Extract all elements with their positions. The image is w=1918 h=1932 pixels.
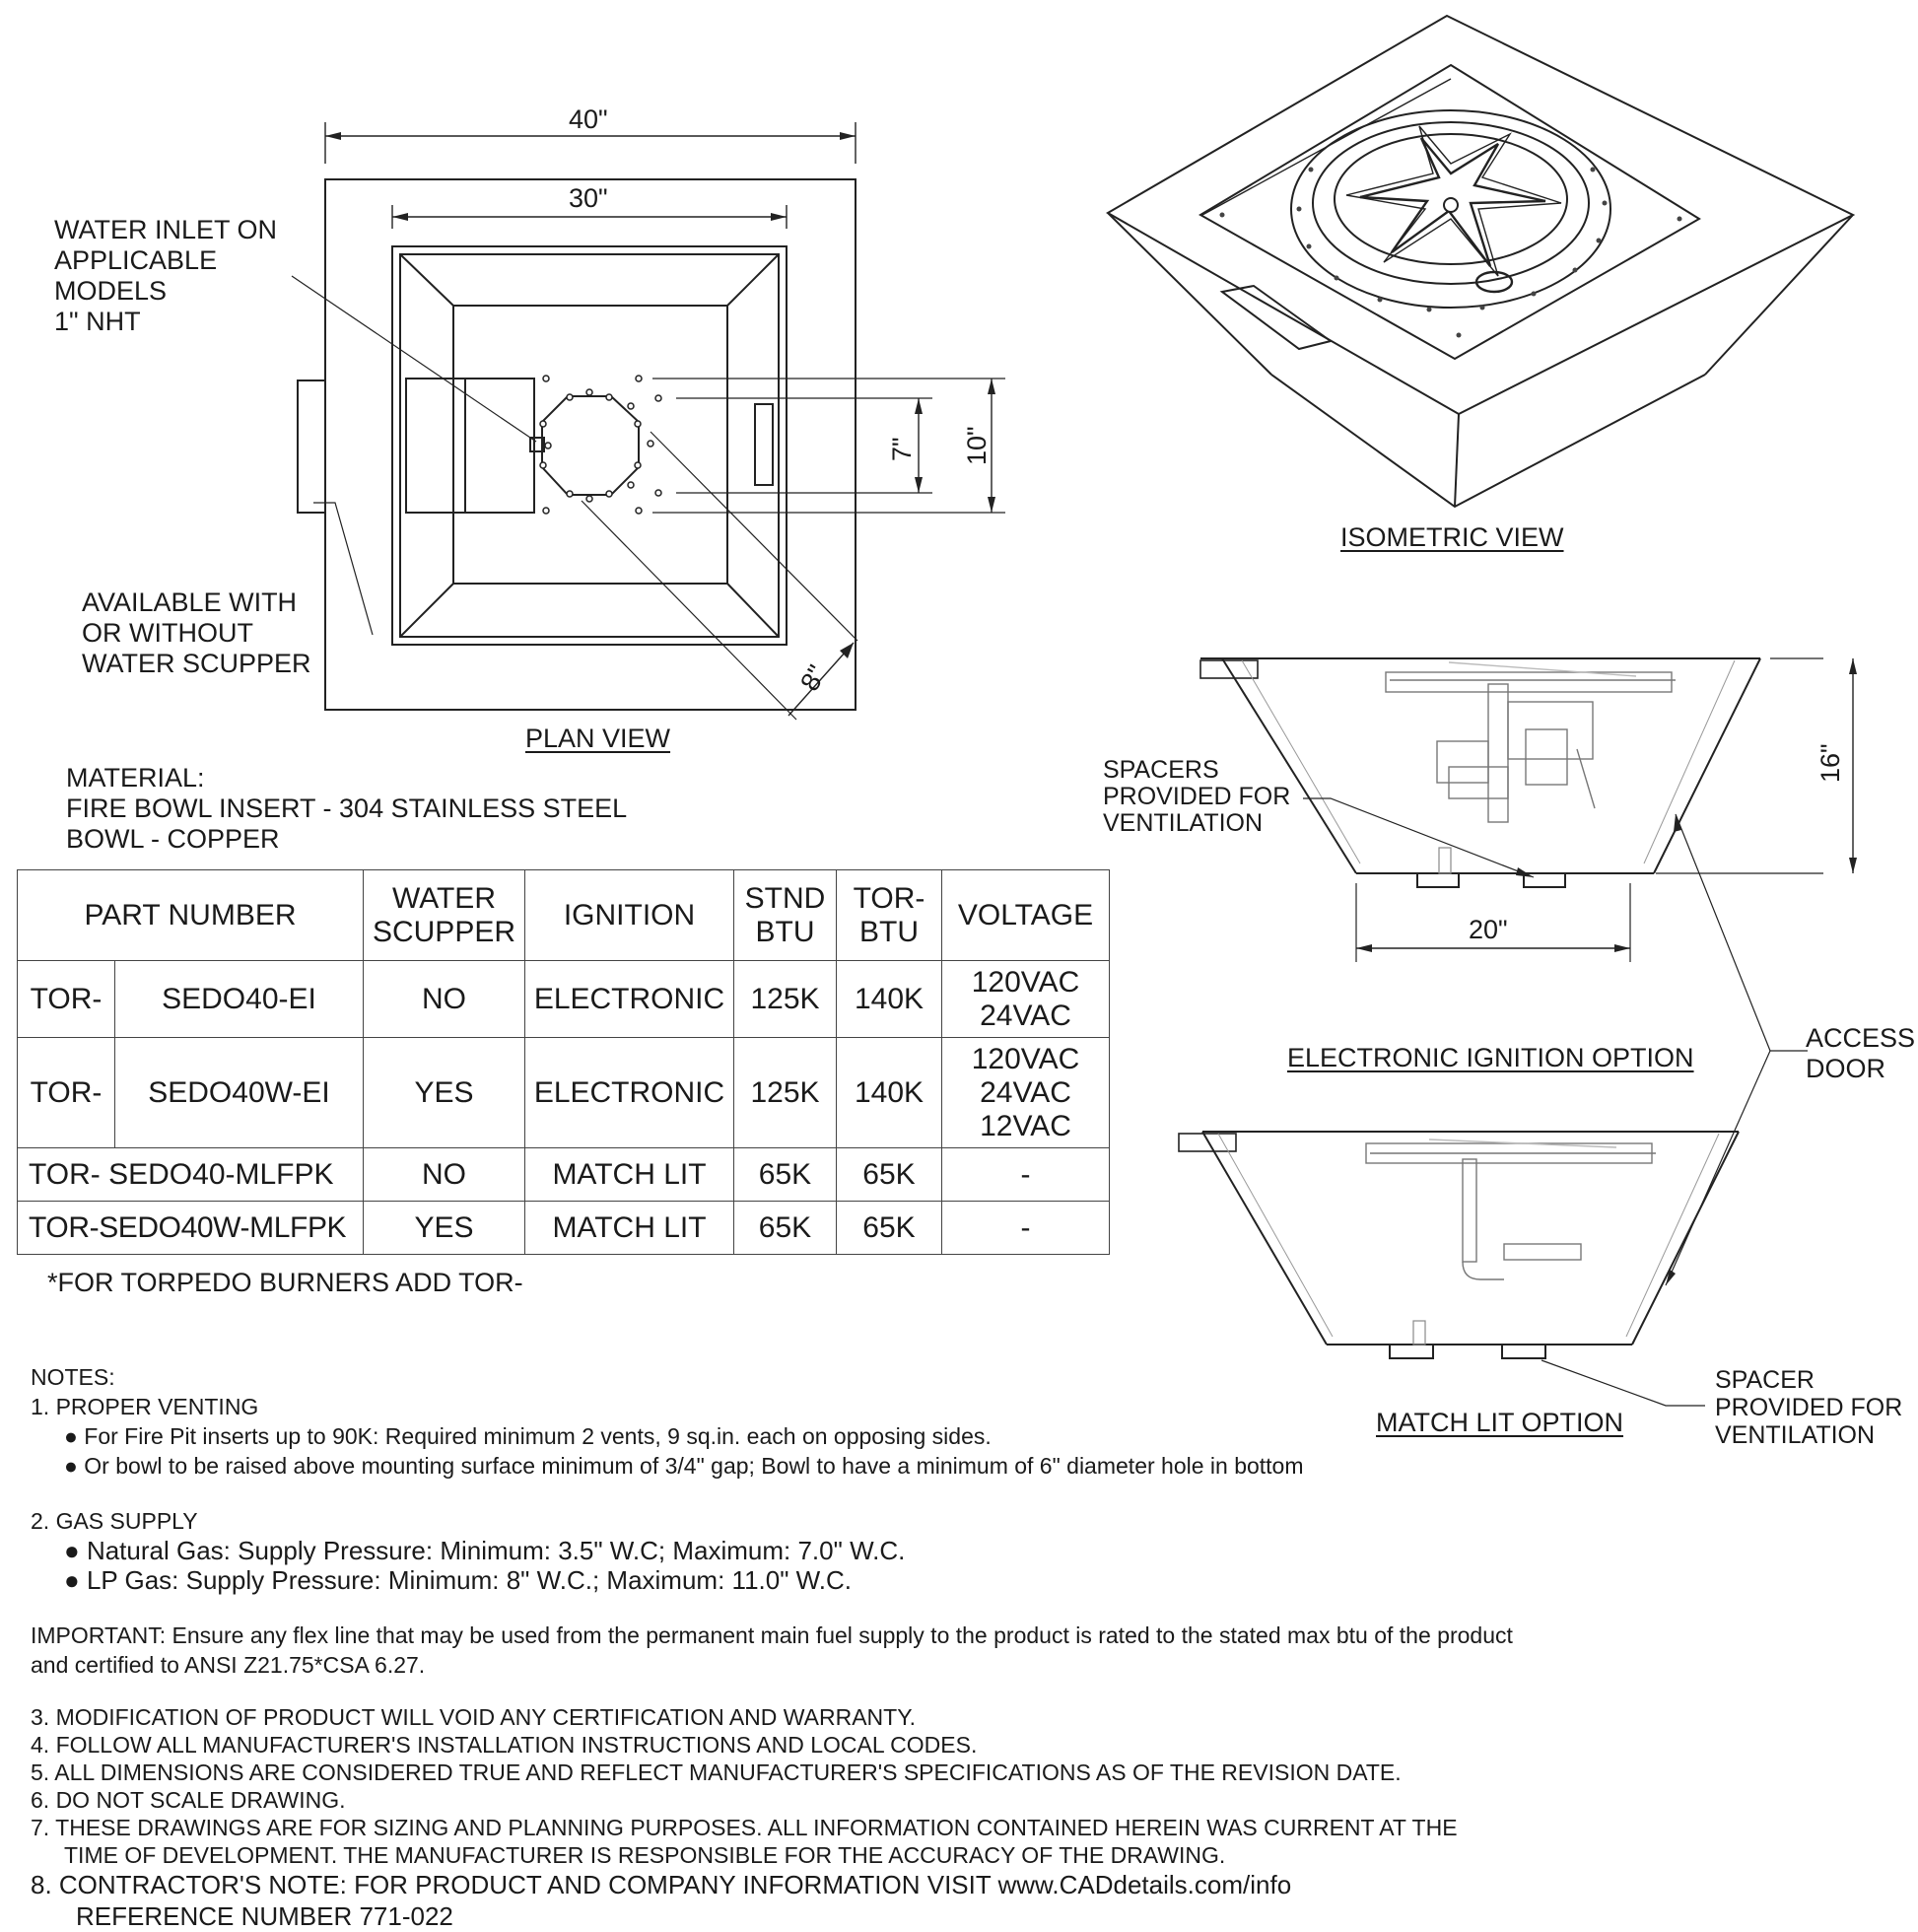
bullet-icon: ● bbox=[64, 1423, 85, 1449]
plan-view-drawing bbox=[292, 122, 1005, 720]
bullet-icon: ● bbox=[64, 1453, 85, 1479]
spacer-label: SPACER PROVIDED FOR VENTILATION bbox=[1715, 1366, 1903, 1449]
header-voltage: VOLTAGE bbox=[942, 870, 1110, 961]
access-door-label: ACCESS DOOR bbox=[1806, 1023, 1916, 1083]
electronic-side-view-drawing bbox=[1200, 658, 1857, 962]
notes-block: NOTES: 1. PROPER VENTING ● For Fire Pit inserts up to 90K: Required minimum 2 vents, 9 sq.in. each on opposing sides. ● Or bowl to be raised above mounting surface minimum of 3/4" gap; Bowl to have a minimum of 6" diameter hole in bottom 2. GAS SUPPLY ● Natural Gas: Supply Pressure: Minimum: 3.5" W.C; Maximum: 7.0" W.C. ● LP Gas: Supply Pressure: Minimum: 8" W.C.; Maximum: 11.0" W.C. IMPORTANT: Ensure any flex line that may be used from the permanent main fuel supply to the product is rated to the stated max btu of the product and certified to ANSI Z21.75*CSA 6.27. 3. MODIFICATION OF PRODUCT WILL VOID ANY CERTIFICATION AND WARRANTY. 4. FOLLOW ALL MANUFACTURER'S INSTALLATION INSTRUCTIONS AND LOCAL CODES. 5. ALL DIMENSIONS ARE CONSIDERED TRUE AND REFLECT MANUFACTURER'S SPECIFICATIONS AS OF THE REVISION DATE. 6. DO NOT SCALE DRAWING. 7. THESE DRAWINGS ARE FOR SIZING AND PLANNING PURPOSES. ALL INFORMATION CONTAINED HEREIN WAS CURRENT AT THE TIME OF DEVELOPMENT. THE MANUFACTURER IS RESPONSIBLE FOR THE ACCURACY OF THE DRAWING. 8. CONTRACTOR'S NOTE: FOR PRODUCT AND COMPANY INFORMATION VISIT www.CADdetails.com/info REFERENCE NUMBER 771-022 bbox=[31, 1364, 1513, 1931]
isometric-view-drawing bbox=[1108, 16, 1853, 507]
dim-7: 7" bbox=[887, 437, 917, 461]
plan-view-title: PLAN VIEW bbox=[525, 724, 671, 753]
table-row: TOR- SEDO40W-EI YES ELECTRONIC 125K 140K 120VAC 24VAC 12VAC bbox=[18, 1038, 1110, 1148]
match-lit-title: MATCH LIT OPTION bbox=[1376, 1408, 1624, 1437]
scupper-availability-label: AVAILABLE WITH OR WITHOUT WATER SCUPPER bbox=[82, 587, 311, 678]
dim-40: 40" bbox=[569, 104, 608, 134]
table-row: TOR-SEDO40W-MLFPK YES MATCH LIT 65K 65K - bbox=[18, 1202, 1110, 1255]
bullet-icon: ● bbox=[64, 1565, 87, 1595]
isometric-view-title: ISOMETRIC VIEW bbox=[1340, 522, 1564, 552]
access-door-leader bbox=[1676, 814, 1808, 1051]
dim-8: 8" bbox=[794, 659, 833, 696]
header-stnd-btu: STND BTU bbox=[734, 870, 837, 961]
electronic-ignition-title: ELECTRONIC IGNITION OPTION bbox=[1287, 1043, 1694, 1072]
dim-10: 10" bbox=[962, 426, 992, 465]
dim-16: 16" bbox=[1815, 743, 1845, 783]
header-tor-btu: TOR- BTU bbox=[837, 870, 942, 961]
water-inlet-label: WATER INLET ON APPLICABLE MODELS 1" NHT bbox=[54, 215, 278, 336]
dim-20: 20" bbox=[1469, 915, 1508, 944]
table-footnote: *FOR TORPEDO BURNERS ADD TOR- bbox=[47, 1268, 523, 1297]
notes-heading: NOTES: bbox=[31, 1364, 115, 1390]
table-row: TOR- SEDO40-MLFPK NO MATCH LIT 65K 65K - bbox=[18, 1148, 1110, 1202]
header-ignition: IGNITION bbox=[525, 870, 734, 961]
parts-table bbox=[17, 869, 1110, 1255]
spacers-label: SPACERS PROVIDED FOR VENTILATION bbox=[1103, 756, 1291, 837]
dim-30: 30" bbox=[569, 183, 608, 213]
material-block: MATERIAL: FIRE BOWL INSERT - 304 STAINLESS STEEL BOWL - COPPER bbox=[66, 763, 628, 854]
bullet-icon: ● bbox=[64, 1536, 87, 1565]
header-part-number: PART NUMBER bbox=[18, 870, 364, 961]
header-water-scupper: WATER SCUPPER bbox=[364, 870, 525, 961]
table-row: TOR- SEDO40-EI NO ELECTRONIC 125K 140K 120VAC 24VAC bbox=[18, 961, 1110, 1038]
